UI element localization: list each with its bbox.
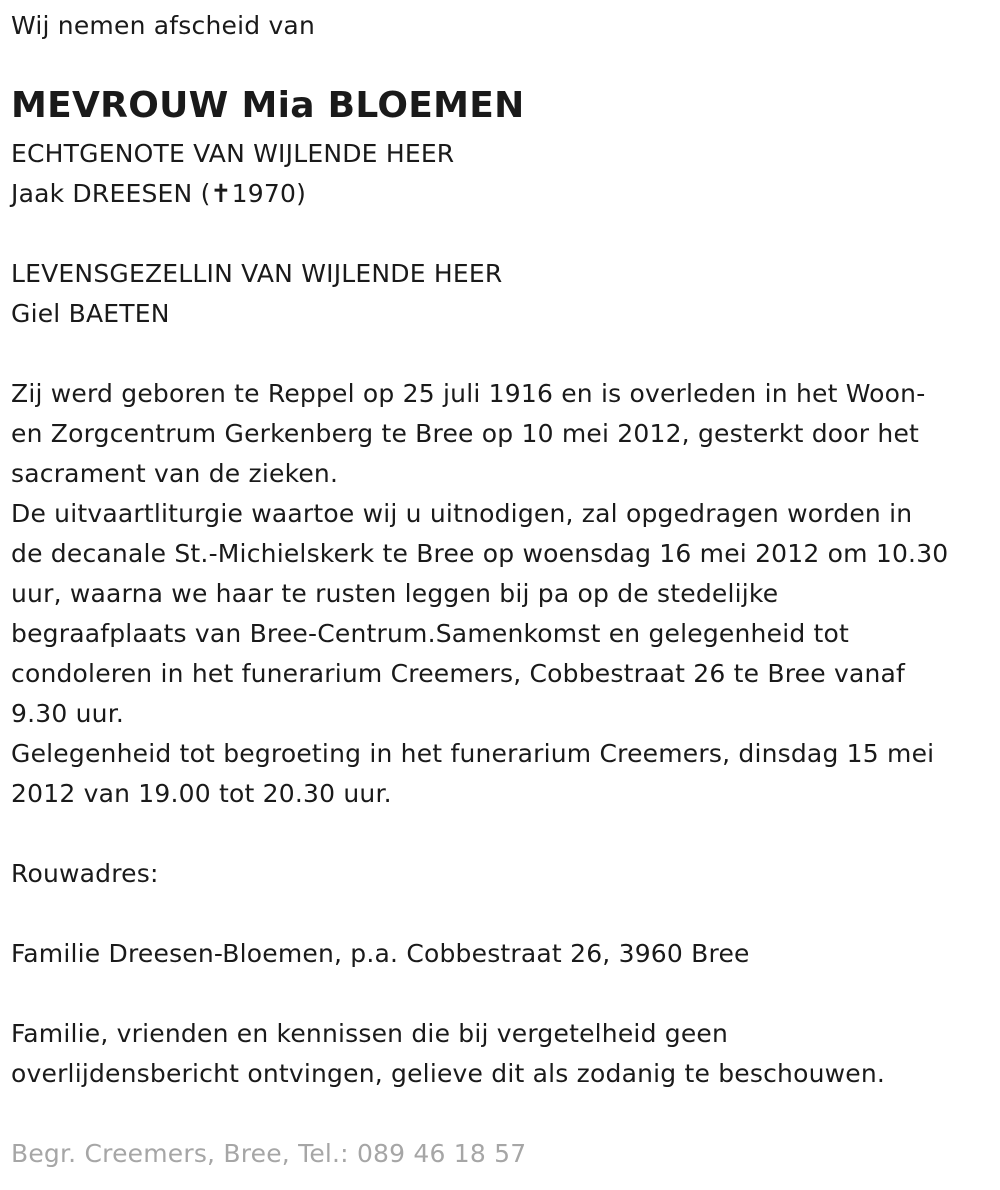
body-line: condoleren in het funerarium Creemers, Cobbestraat 26 te Bree vanaf: [11, 659, 906, 688]
address-label: Rouwadres:: [11, 859, 159, 888]
partner-title: LEVENSGEZELLIN VAN WIJLENDE HEER: [11, 259, 503, 288]
obituary-notice: [11, 6, 991, 1174]
closing-text: [11, 1014, 991, 1094]
spacer: [11, 974, 991, 1014]
closing-line: overlijdensbericht ontvingen, gelieve dit als zodanig te beschouwen.: [11, 1059, 886, 1088]
body-line: begraafplaats van Bree-Centrum.Samenkomst en gelegenheid tot: [11, 619, 850, 648]
spacer: [11, 894, 991, 934]
spacer: [11, 814, 991, 854]
deceased-name: MEVROUW Mia BLOEMEN: [11, 85, 525, 126]
spouse-title: ECHTGENOTE VAN WIJLENDE HEER: [11, 139, 455, 168]
partner-name: Giel BAETEN: [11, 299, 170, 328]
funeral-home-footer: Begr. Creemers, Bree, Tel.: 089 46 18 57: [11, 1139, 527, 1168]
body-line: sacrament van de zieken.: [11, 459, 339, 488]
body-line: de decanale St.-Michielskerk te Bree op woensdag 16 mei 2012 om 10.30: [11, 539, 949, 568]
spouse-name: Jaak DREESEN (✝1970): [11, 179, 307, 208]
address-value: Familie Dreesen-Bloemen, p.a. Cobbestraat 26, 3960 Bree: [11, 939, 750, 968]
body-line: en Zorgcentrum Gerkenberg te Bree op 10 mei 2012, gesterkt door het: [11, 419, 920, 448]
closing-line: Familie, vrienden en kennissen die bij vergetelheid geen: [11, 1019, 729, 1048]
spacer: [11, 214, 991, 254]
body-text: [11, 374, 991, 814]
body-line: 2012 van 19.00 tot 20.30 uur.: [11, 779, 392, 808]
body-line: 9.30 uur.: [11, 699, 125, 728]
spacer: [11, 1094, 991, 1134]
body-line: Zij werd geboren te Reppel op 25 juli 1916 en is overleden in het Woon-: [11, 379, 926, 408]
body-line: uur, waarna we haar te rusten leggen bij pa op de stedelijke: [11, 579, 779, 608]
body-line: Gelegenheid tot begroeting in het funerarium Creemers, dinsdag 15 mei: [11, 739, 935, 768]
spacer: [11, 334, 991, 374]
intro-text: Wij nemen afscheid van: [11, 11, 315, 40]
body-line: De uitvaartliturgie waartoe wij u uitnodigen, zal opgedragen worden in: [11, 499, 913, 528]
